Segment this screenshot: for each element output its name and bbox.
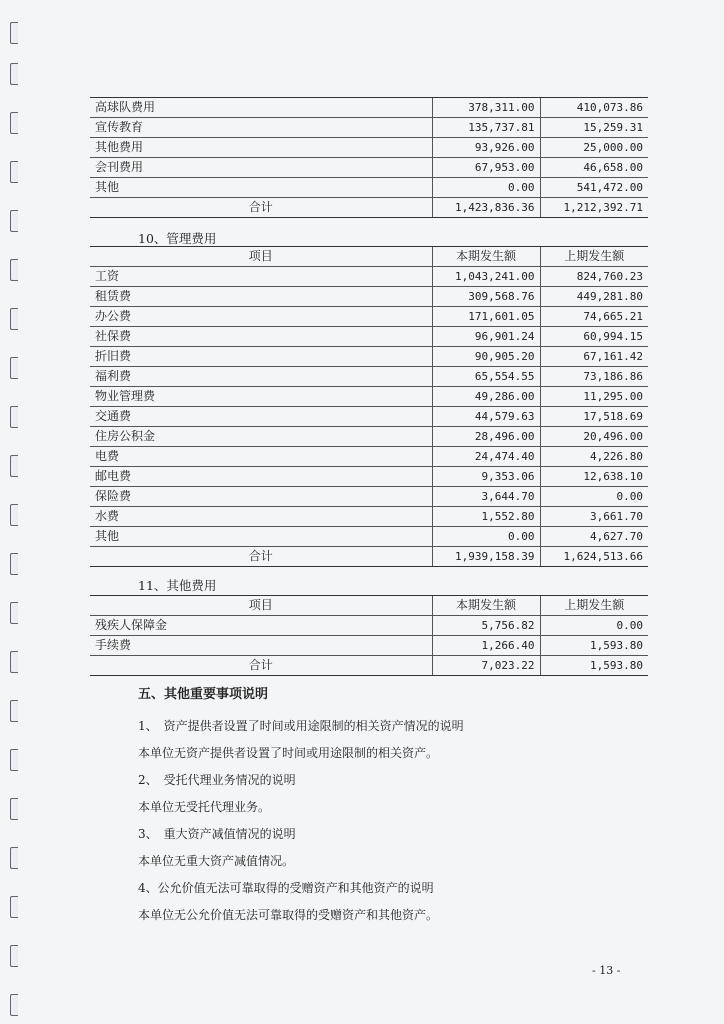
section-10-title: 10、管理费用: [138, 231, 217, 246]
row-label: 福利费: [90, 367, 432, 387]
table-row: [90, 347, 648, 367]
binding-hole: [10, 63, 18, 85]
total-row: [90, 198, 648, 218]
current-amount: 28,496.00: [432, 427, 540, 447]
continued-expense-table: [90, 97, 648, 218]
total-previous: 1,624,513.66: [540, 547, 648, 567]
current-amount: 3,644.70: [432, 487, 540, 507]
total-label: 合计: [90, 547, 432, 567]
current-amount: 24,474.40: [432, 447, 540, 467]
current-amount: 93,926.00: [432, 138, 540, 158]
previous-amount: 15,259.31: [540, 118, 648, 138]
current-amount: 9,353.06: [432, 467, 540, 487]
row-label: 办公费: [90, 307, 432, 327]
binding-hole: [10, 700, 18, 722]
total-current: 1,423,836.36: [432, 198, 540, 218]
note-1-title: 1、 资产提供者设置了时间或用途限制的相关资产情况的说明: [138, 719, 464, 733]
current-amount: 5,756.82: [432, 616, 540, 636]
binding-hole: [10, 602, 18, 624]
total-row: [90, 547, 648, 567]
total-row: [90, 656, 648, 676]
binding-hole: [10, 651, 18, 673]
previous-amount: 11,295.00: [540, 387, 648, 407]
row-label: 邮电费: [90, 467, 432, 487]
previous-amount: 541,472.00: [540, 178, 648, 198]
column-header-item: 项目: [90, 247, 432, 267]
current-amount: 90,905.20: [432, 347, 540, 367]
current-amount: 67,953.00: [432, 158, 540, 178]
current-amount: 1,552.80: [432, 507, 540, 527]
table-row: [90, 98, 648, 118]
total-current: 1,939,158.39: [432, 547, 540, 567]
page-number: - 13 -: [592, 964, 621, 977]
current-amount: 0.00: [432, 178, 540, 198]
table-row: [90, 407, 648, 427]
row-label: 工资: [90, 267, 432, 287]
previous-amount: 25,000.00: [540, 138, 648, 158]
binding-hole: [10, 798, 18, 820]
binding-hole: [10, 112, 18, 134]
table-row: [90, 387, 648, 407]
binding-hole: [10, 308, 18, 330]
binding-hole: [10, 357, 18, 379]
current-amount: 135,737.81: [432, 118, 540, 138]
column-header-previous: 上期发生额: [540, 247, 648, 267]
current-amount: 1,266.40: [432, 636, 540, 656]
table-row: [90, 327, 648, 347]
row-label: 社保费: [90, 327, 432, 347]
row-label: 残疾人保障金: [90, 616, 432, 636]
column-header-current: 本期发生额: [432, 247, 540, 267]
row-label: 物业管理费: [90, 387, 432, 407]
note-4-title: 4、公允价值无法可靠取得的受赠资产和其他资产的说明: [138, 881, 434, 895]
table-row: [90, 178, 648, 198]
current-amount: 96,901.24: [432, 327, 540, 347]
previous-amount: 0.00: [540, 616, 648, 636]
previous-amount: 449,281.80: [540, 287, 648, 307]
table-row: [90, 467, 648, 487]
section-11-title: 11、其他费用: [138, 578, 217, 593]
previous-amount: 12,638.10: [540, 467, 648, 487]
row-label: 折旧费: [90, 347, 432, 367]
row-label: 高球队费用: [90, 98, 432, 118]
binding-hole: [10, 210, 18, 232]
total-current: 7,023.22: [432, 656, 540, 676]
binding-holes: [6, 0, 26, 1024]
table-row: [90, 636, 648, 656]
table-row: [90, 287, 648, 307]
table-row: [90, 616, 648, 636]
note-2-text: 本单位无受托代理业务。: [138, 800, 271, 814]
binding-hole: [10, 553, 18, 575]
row-label: 电费: [90, 447, 432, 467]
binding-hole: [10, 749, 18, 771]
total-label: 合计: [90, 656, 432, 676]
table-row: [90, 118, 648, 138]
current-amount: 378,311.00: [432, 98, 540, 118]
binding-hole: [10, 455, 18, 477]
binding-hole: [10, 994, 18, 1016]
table-row: [90, 447, 648, 467]
row-label: 租赁费: [90, 287, 432, 307]
table-row: [90, 267, 648, 287]
note-4-text: 本单位无公允价值无法可靠取得的受赠资产和其他资产。: [138, 908, 439, 922]
table-row: [90, 487, 648, 507]
header-row: [90, 247, 648, 267]
row-label: 交通费: [90, 407, 432, 427]
section-5-heading: 五、其他重要事项说明: [138, 687, 269, 702]
previous-amount: 0.00: [540, 487, 648, 507]
table-row: [90, 527, 648, 547]
row-label: 其他: [90, 527, 432, 547]
row-label: 其他: [90, 178, 432, 198]
previous-amount: 410,073.86: [540, 98, 648, 118]
previous-amount: 17,518.69: [540, 407, 648, 427]
current-amount: 0.00: [432, 527, 540, 547]
current-amount: 65,554.55: [432, 367, 540, 387]
binding-hole: [10, 847, 18, 869]
other-expense-table: [90, 595, 648, 676]
total-label: 合计: [90, 198, 432, 218]
table-row: [90, 367, 648, 387]
binding-hole: [10, 259, 18, 281]
binding-hole: [10, 896, 18, 918]
current-amount: 171,601.05: [432, 307, 540, 327]
row-label: 宣传教育: [90, 118, 432, 138]
row-label: 手续费: [90, 636, 432, 656]
total-previous: 1,212,392.71: [540, 198, 648, 218]
previous-amount: 4,627.70: [540, 527, 648, 547]
row-label: 保险费: [90, 487, 432, 507]
admin-expense-table: [90, 246, 648, 567]
binding-hole: [10, 945, 18, 967]
current-amount: 309,568.76: [432, 287, 540, 307]
binding-hole: [10, 406, 18, 428]
note-3-text: 本单位无重大资产减值情况。: [138, 854, 295, 868]
table-row: [90, 138, 648, 158]
table-row: [90, 158, 648, 178]
row-label: 会刊费用: [90, 158, 432, 178]
header-row: [90, 596, 648, 616]
note-1-text: 本单位无资产提供者设置了时间或用途限制的相关资产。: [138, 746, 439, 760]
previous-amount: 74,665.21: [540, 307, 648, 327]
previous-amount: 3,661.70: [540, 507, 648, 527]
previous-amount: 4,226.80: [540, 447, 648, 467]
row-label: 水费: [90, 507, 432, 527]
previous-amount: 20,496.00: [540, 427, 648, 447]
row-label: 住房公积金: [90, 427, 432, 447]
column-header-current: 本期发生额: [432, 596, 540, 616]
column-header-item: 项目: [90, 596, 432, 616]
note-2-title: 2、 受托代理业务情况的说明: [138, 773, 296, 787]
current-amount: 44,579.63: [432, 407, 540, 427]
table-row: [90, 507, 648, 527]
total-previous: 1,593.80: [540, 656, 648, 676]
binding-hole: [10, 504, 18, 526]
table-row: [90, 307, 648, 327]
previous-amount: 46,658.00: [540, 158, 648, 178]
table-row: [90, 427, 648, 447]
previous-amount: 60,994.15: [540, 327, 648, 347]
note-3-title: 3、 重大资产减值情况的说明: [138, 827, 296, 841]
column-header-previous: 上期发生额: [540, 596, 648, 616]
row-label: 其他费用: [90, 138, 432, 158]
binding-hole: [10, 161, 18, 183]
previous-amount: 1,593.80: [540, 636, 648, 656]
previous-amount: 824,760.23: [540, 267, 648, 287]
previous-amount: 73,186.86: [540, 367, 648, 387]
current-amount: 49,286.00: [432, 387, 540, 407]
previous-amount: 67,161.42: [540, 347, 648, 367]
current-amount: 1,043,241.00: [432, 267, 540, 287]
binding-hole: [10, 22, 18, 44]
